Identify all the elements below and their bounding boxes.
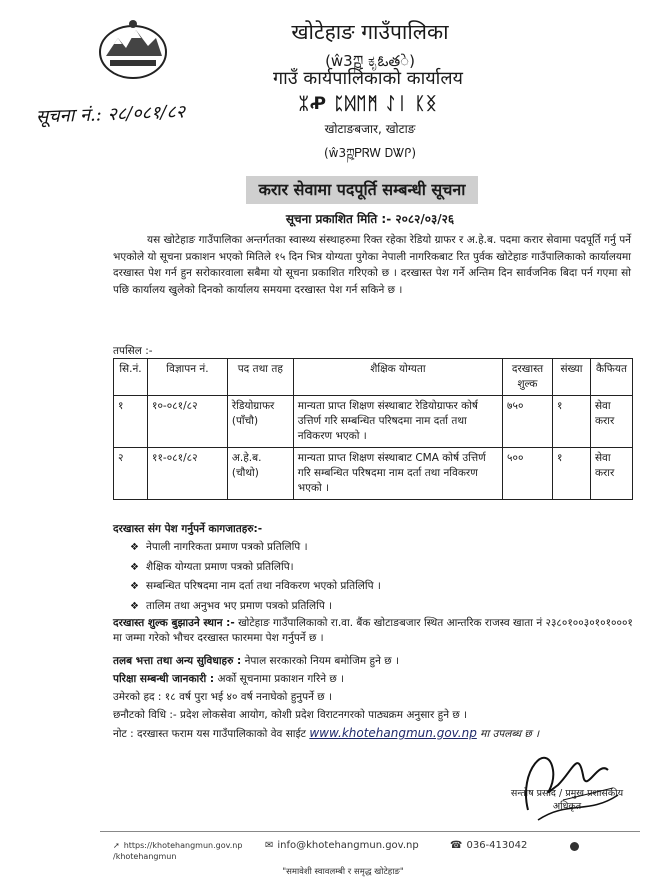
table-row [114, 396, 633, 448]
diamond-bullet-icon: ❖ [130, 581, 139, 592]
municipality-emblem-icon [96, 16, 170, 80]
diamond-bullet-icon: ❖ [130, 600, 139, 612]
location-pin-icon [570, 842, 579, 851]
table-header-cell: शैक्षिक योग्यता [293, 359, 502, 396]
email-icon: ✉ [265, 840, 274, 851]
table-cell: १ [114, 396, 148, 448]
diamond-bullet-icon: ❖ [130, 542, 139, 553]
table-cell: ७५० [503, 396, 553, 448]
list-item: ❖ नेपाली नागरिकता प्रमाण पत्रको प्रतिलिपि । [130, 538, 381, 558]
link-icon: ➚ [113, 841, 120, 850]
handwritten-reference-number: सूचना नं.: २८/०८१/८२ [35, 101, 186, 128]
note-line: नोट : दरखास्त फराम यस गाउँपालिकाको वेव साईट www.khotehangmun.gov.np मा उपलब्ध छ । [113, 726, 540, 740]
website-link[interactable]: www.khotehangmun.gov.np [309, 726, 477, 740]
table-cell: मान्यता प्राप्त शिक्षण संस्थाबाट रेडियोग्राफर कोर्ष उत्तिर्ण गरि सम्बन्धित परिषदमा नाम दर्ता तथा नविकरण भएको । [293, 396, 502, 448]
table-cell: १ [553, 448, 591, 500]
documents-list [130, 538, 381, 616]
table-header-cell: कैफियत [590, 359, 632, 396]
exam-info: परिक्षा सम्बन्धी जानकारी : अर्को सूचनामा प्रकाशन गरिने छ । [113, 673, 345, 685]
list-item: ❖ तालिम तथा अनुभव भए प्रमाण पत्रको प्रतिलिपि । [130, 597, 381, 617]
table-cell: १०-०८१/८२ [147, 396, 227, 448]
age-limit: उमेरको हद : १८ वर्ष पुरा भई ४० वर्ष ननाघेको हुनुपर्ने छ । [113, 691, 332, 703]
table-header-cell: संख्या [553, 359, 591, 396]
notice-title: करार सेवामा पदपूर्ति सम्बन्धी सूचना [246, 176, 478, 204]
footer-phone: ☎ 036-413042 [450, 840, 528, 851]
table-cell: मान्यता प्राप्त शिक्षण संस्थाबाट CMA कोर्ष उत्तिर्ण गरि सम्बन्धित परिषदमा नाम दर्ता तथा नविकरण भएको । [293, 448, 502, 500]
salary-info: तलब भत्ता तथा अन्य सुविधाहरु : नेपाल सरकारको नियम बमोजिम हुने छ । [113, 655, 399, 667]
table-row [114, 448, 633, 500]
org-name: खोटेहाङ गाउँपालिका [291, 20, 449, 44]
table-header-cell: पद तथा तह [227, 359, 293, 396]
table-header-cell: विज्ञापन नं. [147, 359, 227, 396]
list-item: ❖ सम्बन्धित परिषदमा नाम दर्ता तथा नविकरण भएको प्रतिलिपि । [130, 577, 381, 597]
footer-email: ✉ info@khotehangmun.gov.np [265, 840, 419, 851]
table-cell: १ [553, 396, 591, 448]
table-cell: ५०० [503, 448, 553, 500]
office-address: खोटाङबजार, खोटाङ [324, 122, 416, 136]
documents-heading: दरखास्त संग पेश गर्नुपर्ने कागजातहरु:- [113, 523, 263, 535]
phone-icon: ☎ [450, 840, 463, 851]
table-header-row [114, 359, 633, 396]
diamond-bullet-icon: ❖ [130, 561, 139, 573]
vacancy-table [113, 358, 633, 500]
footer-motto: "समावेशी स्वावलम्बी र समृद्ध खोटेहाङ" [282, 867, 404, 877]
table-cell: अ.हे.ब. (चौथो) [227, 448, 293, 500]
list-item: ❖ शैक्षिक योग्यता प्रमाण पत्रको प्रतिलिपि। [130, 558, 381, 578]
office-name-script: ᛯꝒ ᛈᛞᛖᛗ ᛇᛁ ᛕᛝ [298, 94, 438, 114]
table-cell: सेवा करार [590, 396, 632, 448]
office-address-script: (ŵ3ཀྵᏢᏒᎳ ᎠᏔᎵ) [323, 146, 417, 160]
notice-body: यस खोटेहाङ गाउँपालिका अन्तर्गतका स्वास्थ्य संस्थाहरुमा रिक्त रहेका रेडियो ग्राफर र अ.हे.ब. पदमा करार सेवामा पदपूर्ति गर्नु पर्ने भएकोले यो सूचना प्रकाशन भएको मितिले १५ दिन भित्र योग्यता पुगेका नेपाली नागरिकबाट रित पुर्वक खोटेहाङ गाउँपालिकाको कार्यालयमा दरखास्त पेश गर्न हुन सरोकारवाला सबैमा यो सूचना प्रकाशित गरिएको छ । दरखास्त पेश गर्ने अन्तिम दिन सार्वजनिक बिदा पर्न गएमा सो पछि कार्यालय खुलेको दिनको कार्यालय समयमा दरखास्त पेश गर्न सकिने छ । [113, 234, 631, 296]
table-cell: सेवा करार [590, 448, 632, 500]
table-header-cell: दरखास्त शुल्क [503, 359, 553, 396]
signature-icon [508, 740, 628, 830]
table-cell: २ [114, 448, 148, 500]
selection-method: छनौटको विधि :- प्रदेश लोकसेवा आयोग, कोशी प्रदेश विराटनगरको पाठ्यक्रम अनुसार हुने छ । [113, 709, 468, 721]
table-cell: ११-०८१/८२ [147, 448, 227, 500]
details-label: तपसिल :- [113, 345, 153, 357]
office-name: गाउँ कार्यपालिकाको कार्यालय [273, 68, 463, 89]
publish-date: सूचना प्रकाशित मिति :- २०८२/०३/२६ [285, 212, 455, 226]
table-cell: रेडियोग्राफर (पाँचौ) [227, 396, 293, 448]
org-name-script: (ŵ3ཀྵ ಕೃఓతे) [325, 52, 415, 70]
fee-location: दरखास्त शुल्क बुझाउने स्थान :- खोटेहाङ गाउँपालिकाको रा.वा. बैंक खोटाङबजार स्थित आन्तरिक राजस्व खाता नं २३८०१००३०१०१०००१ मा जम्मा गरेको भौचर दरखास्त फारममा पेश गर्नुपर्ने छ । [113, 617, 633, 644]
table-header-cell: सि.नं. [114, 359, 148, 396]
signatory-name: सन्तोष प्रसाद / प्रमुख प्रशासकीय अधिकृत [510, 788, 624, 812]
footer-website: ➚ https://khotehangmun.gov.np /khotehangmun [113, 841, 243, 861]
footer-divider [100, 831, 640, 832]
